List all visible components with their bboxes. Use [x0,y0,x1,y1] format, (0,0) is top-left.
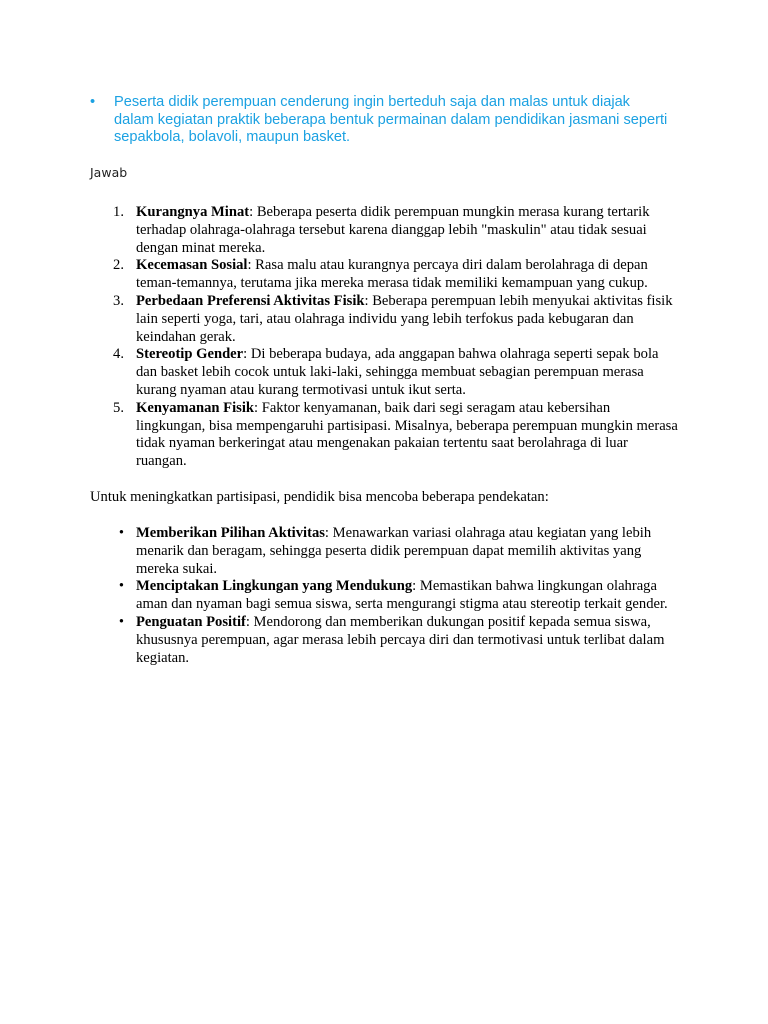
list-bullet: • [118,525,124,541]
list-number: 2. [113,257,124,274]
list-bullet: • [118,613,124,630]
list-number: 3. [113,292,124,309]
list-item [90,346,680,399]
reason-text: : Di beberapa budaya, ada anggapan bahwa olahraga seperti sepak bola dan basket lebih cocok untuk laki-laki, sehingga membuat sebagian perempuan merasa kurang nyaman atau kurang termotivasi untuk ikut serta. [136,346,659,398]
list-number: 5. [113,399,124,416]
reason-text: : Faktor kenyamanan, baik dari segi seragam atau kebersihan lingkungan, bisa mempengaruhi partisipasi. Misalnya, beberapa perempuan mungkin merasa tidak nyaman berkeringat atau mengenakan pakaian tertentu saat berolahraga di luar ruangan. [136,399,678,470]
list-number: 4. [113,346,124,363]
approach-text: : Mendorong dan memberikan dukungan positif kepada semua siswa, khususnya perempuan, agar merasa lebih percaya diri dan termotivasi untuk terlibat dalam kegiatan. [136,613,665,666]
approach-text: : Memastikan bahwa lingkungan olahraga aman dan nyaman bagi semua siswa, serta mengurangi stigma atau stereotip terkait gender. [136,578,668,613]
answer-label: Jawab [90,165,128,180]
reason-title: Stereotip Gender [136,346,244,363]
reason-text: : Rasa malu atau kurangnya percaya diri dalam berolahraga di depan teman-temannya, terutama jika mereka merasa tidak memiliki kemampuan yang cukup. [136,257,648,292]
approach-title: Memberikan Pilihan Aktivitas [136,525,325,541]
reasons-list [90,204,680,471]
list-item [90,525,680,578]
question-bullet: • [90,94,96,110]
list-item [90,257,680,293]
reason-title: Kecemasan Sosial [136,257,248,274]
approach-title: Penguatan Positif [136,613,246,630]
list-bullet: • [118,578,124,595]
reason-title: Kurangnya Minat [136,204,250,220]
reason-title: Perbedaan Preferensi Aktivitas Fisik [136,292,365,309]
list-number: 1. [113,204,124,220]
list-item [90,614,680,667]
reason-text: : Beberapa perempuan lebih menyukai aktivitas fisik lain seperti yoga, tari, atau olahraga individu yang lebih terfokus pada kebugaran dan keindahan gerak. [136,292,673,345]
list-item [90,293,680,346]
list-item [90,578,680,614]
question-item [90,94,670,147]
question-text: Peserta didik perempuan cenderung ingin berteduh saja dan malas untuk diajak dalam kegiatan praktik beberapa bentuk permainan dalam pendidikan jasmani seperti sepakbola, bolavoli, maupun basket. [114,94,668,145]
approach-title: Menciptakan Lingkungan yang Mendukung [136,578,413,595]
list-item [90,400,680,471]
reason-title: Kenyamanan Fisik [136,399,254,416]
reason-text: : Beberapa peserta didik perempuan mungkin merasa kurang tertarik terhadap olahraga-olahraga tersebut karena dianggap lebih "maskulin" atau tidak sesuai dengan minat mereka. [136,204,650,256]
approaches-list [90,525,680,667]
intro-paragraph: Untuk meningkatkan partisipasi, pendidik bisa mencoba beberapa pendekatan: [90,489,549,505]
approach-text: : Menawarkan variasi olahraga atau kegiatan yang lebih menarik dan beragam, sehingga peserta didik perempuan dapat memilih aktivitas yang mereka sukai. [136,525,652,577]
list-item [90,204,680,257]
